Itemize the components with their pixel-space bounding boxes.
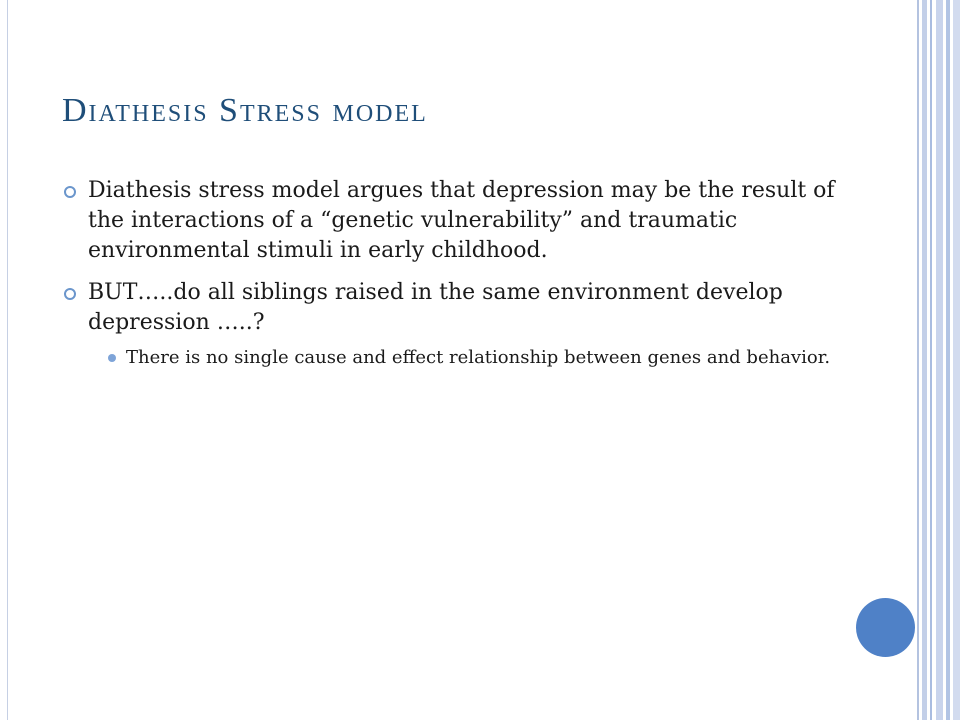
slide-title: Diathesis Stress model bbox=[62, 92, 428, 129]
right-stripe bbox=[953, 0, 960, 720]
sub-bullet-text: There is no single cause and effect relationship between genes and behavior. bbox=[126, 347, 831, 368]
right-stripe bbox=[936, 0, 943, 720]
right-stripe bbox=[917, 0, 919, 720]
hollow-circle-bullet-icon bbox=[64, 186, 76, 198]
hollow-circle-bullet-icon bbox=[64, 288, 76, 300]
filled-dot-bullet-icon bbox=[108, 354, 116, 362]
right-stripe bbox=[946, 0, 950, 720]
bullet-item bbox=[60, 278, 840, 338]
right-stripe bbox=[930, 0, 932, 720]
decorative-circle-icon bbox=[856, 598, 915, 657]
right-stripe bbox=[922, 0, 927, 720]
bullet-text: Diathesis stress model argues that depression may be the result of the interactions of a “genetic vulnerability” and traumatic environmental stimuli in early childhood. bbox=[88, 178, 835, 263]
bullet-item bbox=[60, 176, 840, 266]
sub-bullet-item bbox=[108, 346, 840, 370]
slide-content bbox=[60, 176, 840, 370]
left-frame-line bbox=[7, 0, 8, 720]
bullet-text: BUT…..do all siblings raised in the same environment develop depression …..? bbox=[88, 280, 783, 335]
